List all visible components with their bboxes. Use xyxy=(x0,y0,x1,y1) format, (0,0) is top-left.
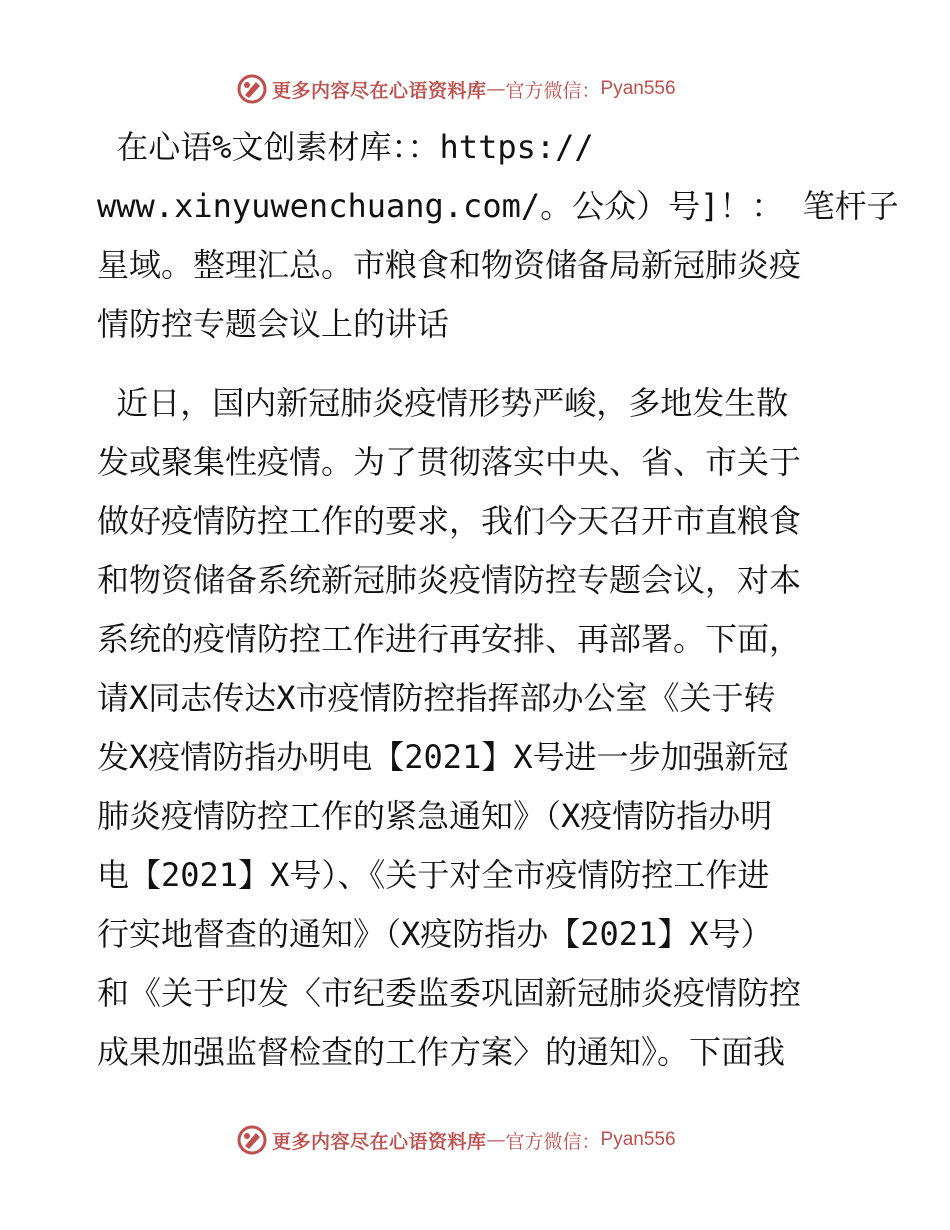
paragraph-line: 行实地督查的通知》（X疫防指办【2021】X号） xyxy=(97,915,773,953)
document-title xyxy=(97,118,899,354)
watermark-brand: 更多内容尽在心语资料库 xyxy=(272,79,487,102)
watermark-wechat-id: Pyan556 xyxy=(600,1129,676,1150)
document-body xyxy=(97,118,899,1082)
footer-watermark xyxy=(236,1123,676,1157)
brand-logo-icon xyxy=(236,73,268,105)
paragraph-line: 电【2021】X号）、《关于对全市疫情防控工作进 xyxy=(97,856,770,894)
paragraph-line: 和物资储备系统新冠肺炎疫情防控专题会议，对本 xyxy=(97,561,802,599)
watermark-contact-label: 官方微信： xyxy=(505,1130,601,1153)
paragraph-line: 近日，国内新冠肺炎疫情形势严峻，多地发生散 xyxy=(97,384,789,422)
title-line: 在心语%文创素材库：：https:// xyxy=(97,128,594,166)
paragraph-line: 和《关于印发〈市纪委监委巩固新冠肺炎疫情防控 xyxy=(97,974,802,1012)
paragraph-line: 肺炎疫情防控工作的紧急通知》（X疫情防指办明 xyxy=(97,797,773,835)
watermark-brand: 更多内容尽在心语资料库 xyxy=(272,1130,487,1153)
header-watermark xyxy=(236,72,676,106)
title-line: 情防控专题会议上的讲话 xyxy=(97,305,450,343)
body-paragraph xyxy=(97,374,857,1082)
paragraph-gap xyxy=(97,354,857,374)
watermark-separator: — xyxy=(486,1129,506,1151)
paragraph-line: 发X疫情防指办明电【2021】X号进一步加强新冠 xyxy=(97,738,789,776)
brand-logo-icon xyxy=(236,1124,268,1156)
watermark-separator: — xyxy=(486,78,506,100)
title-line: 星域。整理汇总。市粮食和物资储备局新冠肺炎疫 xyxy=(97,246,802,284)
title-line: www.xinyuwenchuang.com/。公众）号]！： 笔杆子 xyxy=(97,187,899,225)
paragraph-line: 请X同志传达X市疫情防控指挥部办公室《关于转 xyxy=(97,679,776,717)
paragraph-line: 做好疫情防控工作的要求，我们今天召开市直粮食 xyxy=(97,502,802,540)
paragraph-line: 系统的疫情防控工作进行再安排、再部署。下面， xyxy=(97,620,802,658)
watermark-wechat-id: Pyan556 xyxy=(600,78,676,99)
paragraph-line: 成果加强监督检查的工作方案〉的通知》。下面我 xyxy=(97,1033,786,1071)
watermark-contact-label: 官方微信： xyxy=(505,79,601,102)
paragraph-line: 发或聚集性疫情。为了贯彻落实中央、省、市关于 xyxy=(97,443,802,481)
